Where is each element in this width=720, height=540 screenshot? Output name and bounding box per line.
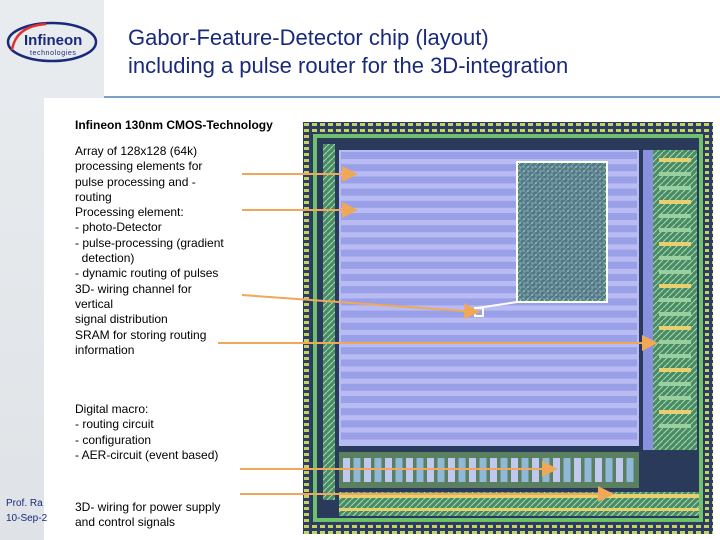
periphery-bar bbox=[659, 228, 691, 232]
macro-cell bbox=[469, 458, 476, 482]
periphery-bar bbox=[659, 158, 691, 162]
array-row bbox=[341, 311, 637, 318]
macro-cell bbox=[574, 458, 581, 482]
array-row bbox=[341, 420, 637, 427]
macro-cell bbox=[564, 458, 571, 482]
periphery-bar bbox=[659, 340, 691, 344]
macro-cell bbox=[406, 458, 413, 482]
macro-cell bbox=[627, 458, 634, 482]
periphery-bar bbox=[659, 284, 691, 288]
text-line: signal distribution bbox=[75, 312, 168, 327]
macro-cell bbox=[427, 458, 434, 482]
macro-cell bbox=[343, 458, 350, 482]
macro-cell bbox=[553, 458, 560, 482]
array-row bbox=[341, 384, 637, 391]
macro-cell bbox=[585, 458, 592, 482]
periphery-bar bbox=[659, 200, 691, 204]
macro-cell bbox=[606, 458, 613, 482]
macro-cell bbox=[364, 458, 371, 482]
periphery-bar bbox=[659, 298, 691, 302]
text-line: Processing element: bbox=[75, 205, 184, 220]
periphery-bar bbox=[659, 186, 691, 190]
text-line: - photo-Detector bbox=[75, 220, 162, 235]
periphery-bar bbox=[659, 410, 691, 414]
array-row bbox=[341, 433, 637, 440]
text-line: Digital macro: bbox=[75, 402, 149, 416]
macro-cell bbox=[354, 458, 361, 482]
footer-date: 10-Sep-2 bbox=[6, 513, 48, 524]
periphery-bar bbox=[659, 382, 691, 386]
text-line: - pulse-processing (gradient bbox=[75, 235, 224, 250]
macro-cell bbox=[480, 458, 487, 482]
periphery-bar bbox=[659, 354, 691, 358]
periphery-bar bbox=[659, 270, 691, 274]
macro-cell bbox=[396, 458, 403, 482]
macro-cell bbox=[595, 458, 602, 482]
pad-ring-top bbox=[303, 122, 713, 132]
array-row bbox=[341, 372, 637, 379]
svg-text:Infineon: Infineon bbox=[24, 32, 83, 49]
array-row bbox=[341, 152, 637, 159]
periphery-bar bbox=[659, 368, 691, 372]
technology-heading: Infineon 130nm CMOS-Technology bbox=[75, 118, 273, 132]
macro-cell bbox=[448, 458, 455, 482]
text-line: routing bbox=[75, 189, 112, 204]
description-block-power-wiring bbox=[75, 500, 220, 531]
text-line: SRAM for storing routing bbox=[75, 327, 207, 342]
macro-cell bbox=[375, 458, 382, 482]
periphery-bar bbox=[659, 214, 691, 218]
array-row bbox=[341, 323, 637, 330]
macro-cell bbox=[522, 458, 529, 482]
text-line: and control signals bbox=[75, 515, 176, 530]
description-block-array bbox=[75, 144, 224, 358]
array-row bbox=[341, 396, 637, 403]
macro-cell bbox=[501, 458, 508, 482]
array-row bbox=[341, 347, 637, 354]
array-row bbox=[341, 408, 637, 415]
chip-layout-image bbox=[303, 122, 713, 534]
slide-title bbox=[128, 24, 708, 80]
macro-cell bbox=[543, 458, 550, 482]
array-row bbox=[341, 335, 637, 342]
text-line: - routing circuit bbox=[75, 417, 154, 432]
text-line: - AER-circuit (event based) bbox=[75, 447, 219, 462]
macro-cell bbox=[417, 458, 424, 482]
macro-cell bbox=[532, 458, 539, 482]
pad-ring-right bbox=[705, 122, 713, 534]
bottom-bus-2 bbox=[339, 508, 699, 511]
text-line: pulse processing and - bbox=[75, 174, 196, 189]
text-line: information bbox=[75, 342, 135, 357]
macro-cell bbox=[459, 458, 466, 482]
zoom-inset-texture bbox=[519, 164, 605, 300]
periphery-bar bbox=[659, 312, 691, 316]
macro-cell bbox=[490, 458, 497, 482]
infineon-logo bbox=[6, 20, 102, 64]
text-line: detection) bbox=[75, 251, 135, 266]
text-line: - configuration bbox=[75, 432, 152, 447]
title-line-2: including a pulse router for the 3D-integration bbox=[128, 53, 569, 78]
array-row bbox=[341, 359, 637, 366]
text-line: Array of 128x128 (64k) bbox=[75, 144, 198, 158]
periphery-bar bbox=[659, 172, 691, 176]
periphery-bar bbox=[659, 396, 691, 400]
text-line: vertical bbox=[75, 296, 114, 311]
text-line: 3D- wiring for power supply bbox=[75, 500, 221, 514]
macro-cell bbox=[438, 458, 445, 482]
text-line: processing elements for bbox=[75, 159, 203, 174]
macro-cell bbox=[511, 458, 518, 482]
periphery-bar bbox=[659, 424, 691, 428]
macro-cell bbox=[385, 458, 392, 482]
svg-text:technologies: technologies bbox=[30, 50, 77, 57]
text-line: - dynamic routing of pulses bbox=[75, 266, 219, 281]
periphery-bar bbox=[659, 242, 691, 246]
description-block-digital-macro bbox=[75, 402, 218, 463]
pad-ring-bottom bbox=[303, 524, 713, 534]
pad-ring-left bbox=[303, 122, 311, 534]
text-line: 3D- wiring channel for bbox=[75, 281, 192, 296]
periphery-bar bbox=[659, 326, 691, 330]
macro-cell bbox=[616, 458, 623, 482]
digital-macro bbox=[339, 452, 639, 488]
left-routing-column bbox=[323, 144, 335, 500]
title-line-1: Gabor-Feature-Detector chip (layout) bbox=[128, 25, 489, 50]
periphery-bar bbox=[659, 256, 691, 260]
footer-author: Prof. Ra bbox=[6, 498, 43, 509]
array-right-column bbox=[643, 150, 653, 450]
bottom-bus-1 bbox=[339, 494, 699, 498]
